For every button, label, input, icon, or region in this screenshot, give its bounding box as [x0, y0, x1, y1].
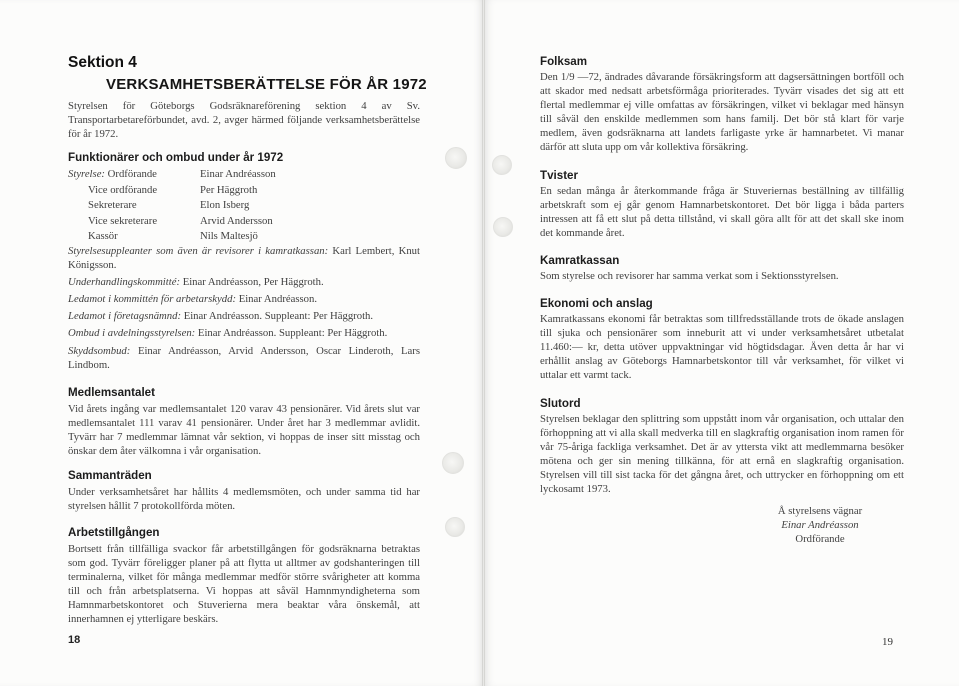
binder-hole — [445, 147, 467, 169]
page-number-right: 19 — [882, 636, 893, 648]
role-label: Ledamot i kommittén för arbetarskydd: — [68, 293, 237, 306]
board-name: Per Häggroth — [200, 183, 258, 196]
board-row — [68, 199, 276, 215]
role-text: Einar Andréasson. Suppleant: Per Häggroth. — [197, 327, 388, 340]
board-role: Vice sekreterare — [88, 214, 158, 227]
role-text: Einar Andréasson, Per Häggroth. — [182, 276, 324, 289]
binder-hole — [442, 452, 464, 474]
board-label: Styrelse: — [68, 168, 105, 180]
meetings-heading: Sammanträden — [68, 469, 152, 482]
meetings-paragraph: Under verksamhetsåret har hållits 4 medlemsmöten, och under samma tid har styrelsen hållit 7 protokollförda möten. — [68, 486, 420, 513]
board-role: Kassör — [88, 230, 118, 242]
tvister-heading: Tvister — [540, 168, 579, 182]
role-entry — [68, 326, 420, 340]
role-entry — [68, 292, 420, 306]
role-label: Ombud i avdelningsstyrelsen: — [68, 327, 196, 340]
role-entry — [68, 275, 420, 289]
board-role: Vice ordförande — [88, 183, 158, 196]
board-role: Ordförande — [107, 168, 157, 180]
board-row — [68, 184, 276, 200]
members-heading: Medlemsantalet — [68, 386, 155, 399]
role-label: Underhandlingskommitté: — [68, 276, 181, 289]
ekonomi-heading: Ekonomi och anslag — [540, 297, 653, 311]
board-row — [68, 215, 276, 231]
board-name: Nils Maltesjö — [200, 230, 258, 242]
role-entry — [68, 244, 420, 272]
role-label: Ledamot i företagsnämnd: — [68, 310, 182, 323]
role-entry — [68, 344, 420, 372]
role-entry — [68, 309, 420, 323]
role-text: Karl Lembert, Knut Königsson. — [68, 245, 420, 272]
signature-title: Ordförande — [795, 533, 845, 546]
role-label: Skyddsombud: — [68, 344, 131, 357]
kamratkassan-heading: Kamratkassan — [540, 253, 620, 267]
folksam-paragraph: Den 1/9 —72, ändrades dåvarande försäkringsform att dagsersättningen bortföll och att skador med nedsatt arbetsförmåga prioriterades. Tyvärr visades det sig att ett flertal medlemmar ej ville omfattas av försäkringen, vilket vi beklagar med hänsyn till såväl den enskilde medlemmen som hans familj. Det bör stå klart för varje medlem, även godsräknarna att landets farligaste yrke är hamnarbetet. Vi manar därför att sluta upp om vår kollektiva försäkring. — [540, 71, 904, 154]
right-page — [485, 0, 959, 686]
kamratkassan-paragraph: Som styrelse och revisorer har samma verkat som i Sektionsstyrelsen. — [540, 269, 839, 282]
section-label: Sektion 4 — [68, 54, 137, 71]
signature-line: Å styrelsens vägnar — [777, 505, 863, 518]
report-title: VERKSAMHETSBERÄTTELSE FÖR ÅR 1972 — [106, 76, 427, 93]
folksam-heading: Folksam — [540, 55, 588, 68]
signature-block — [740, 504, 900, 546]
binder-hole — [445, 517, 465, 537]
role-text: Einar Andréasson. Suppleant: Per Häggroth. — [183, 310, 374, 323]
slutord-heading: Slutord — [540, 396, 581, 410]
role-text: Einar Andréasson, Arvid Andersson, Oscar Linderoth, Lars Lindbom. — [68, 344, 420, 371]
role-label: Styrelsesuppleanter som även är revisorer i kamratkassan: — [68, 245, 329, 257]
right-content — [540, 55, 904, 546]
page-number-left: 18 — [68, 634, 81, 646]
roles-list — [68, 244, 420, 372]
work-paragraph: Bortsett från tillfälliga svackor får arbetstillgången för godsräknarna betraktas som god. Tyvärr föreligger planer på att flytta ut alltmer av godshanteringen till terminalerna, vilket för många medlemmar medför större svårigheter att komma till och från arbetsplatserna. Vi hoppas att såväl Hamnmyndigheterna som Hamnmarbetskontoret och Stuverierna mera beaktar våra önskemål, att innerhamnen ej ytterligare beskärs. — [68, 543, 420, 626]
board-role: Sekreterare — [88, 199, 137, 211]
work-heading: Arbetstillgången — [68, 526, 160, 539]
board-name: Einar Andréasson — [200, 168, 276, 180]
tvister-paragraph: En sedan många år återkommande fråga är Stuveriernas beställning av tillfällig arbetskraft som ej går genom Hamnarbetskontoret. Det bör ligga i båda parters intressen att få ett slut på detta tillstånd, vi skall göra allt för att det skall ske inom det kommande året. — [540, 184, 904, 239]
members-paragraph: Vid årets ingång var medlemsantalet 120 varav 43 pensionärer. Vid årets slut var medlemsantalet 111 varav 41 pensionärer. Under året har 3 medlemmar avlidit. Tyvärr har 7 medlemmar lämnat vår sektion, vi hoppas de inser sitt misstag och önskar dem åter välkomna i vår organisation. — [68, 403, 420, 458]
role-text: Einar Andréasson. — [238, 293, 318, 306]
ekonomi-paragraph: Kamratkassans ekonomi får betraktas som tillfredsställande trots de ökade anslagen till sjuka och pensionärer som inneburit att vi under verksamhetsåret utbetalat 11.460:— kr, detta utöver uppvaktningar vid högtidsdagar. Även detta år har vi erhållit anslag av Göteborgs Hamnarbetskontor till vår verksamhet, för vilket vi uttalar ett varmt tack. — [540, 313, 904, 382]
board-list — [68, 168, 276, 246]
binder-hole — [492, 155, 512, 175]
intro-paragraph: Styrelsen för Göteborgs Godsräknareförening sektion 4 av Sv. Transportarbetareförbundet, avd. 2, avger härmed följande verksamhetsberättelse för år 1972. — [68, 100, 420, 141]
officials-heading: Funktionärer och ombud under år 1972 — [68, 151, 284, 164]
board-name: Arvid Andersson — [200, 214, 273, 227]
slutord-paragraph: Styrelsen beklagar den splittring som uppstått inom vår organisation, och uttalar den förhoppning att vi alla skall medverka till en slagkraftig organisation inom ramen för vår 75-åriga fackliga verksamhet. Det är av yttersta vikt att medlemmarna besöker mötena och ger sin mening tillkänna, för att ernå en slagkraftig organisation. Styrelsen vill till sist tacka för det gångna året, och uttrycker en förhoppning om ett lyckosamt 1973. — [540, 412, 904, 495]
board-name: Elon Isberg — [200, 199, 250, 211]
signature-name: Einar Andréasson — [781, 519, 859, 532]
board-row — [68, 168, 276, 184]
binder-hole — [493, 217, 513, 237]
